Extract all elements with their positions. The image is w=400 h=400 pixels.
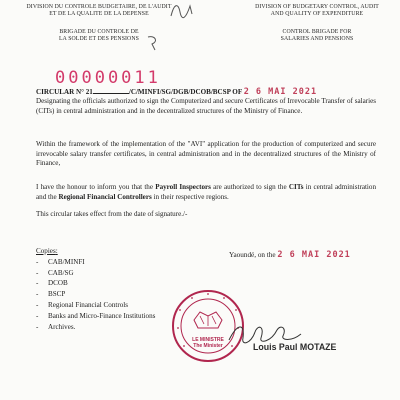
copies-title: Copies: bbox=[36, 247, 58, 255]
copies-item: - BSCP bbox=[36, 289, 206, 300]
header-left-line2: ET DE LA QUALITE DE LA DEPENSE bbox=[49, 11, 149, 18]
decision-text: in central administration and the bbox=[36, 183, 377, 201]
paragraph-context: Within the framework of the implementation of the "AVI" application for the production of computerized and secure irrevocable salary transfer certificates, in central administration and in the decentralized structures of the Ministry of Finance, bbox=[36, 140, 376, 168]
circular-reference: /C/MINFI/SG/DGB/DCOB/BCSP OF bbox=[128, 88, 242, 96]
decision-emphasis: Payroll Inspectors bbox=[155, 183, 211, 191]
signing-date-stamp: 2 6 MAI 2021 bbox=[277, 250, 351, 260]
signatory-name: Louis Paul MOTAZE bbox=[253, 342, 337, 352]
seal-line2: The Minister bbox=[193, 343, 223, 349]
decision-emphasis: Regional Financial Controllers bbox=[58, 192, 152, 201]
copies-item: - Regional Financial Controls bbox=[36, 300, 206, 311]
copies-item: - CAB/SG bbox=[36, 268, 206, 279]
header-left bbox=[10, 4, 188, 44]
circular-line bbox=[36, 87, 396, 97]
copies-item: - DCOB bbox=[36, 278, 206, 289]
decision-emphasis: CITs bbox=[288, 183, 304, 191]
decision-text: in their respective regions. bbox=[151, 192, 229, 201]
header-left-line1: DIVISION DU CONTROLE BUDGETAIRE, DE L'AUDIT bbox=[26, 4, 172, 10]
reference-number-stamp: 00000011 bbox=[55, 68, 161, 88]
copies-item: - Archives. bbox=[36, 322, 206, 333]
paragraph-effective: This circular takes effect from the date of signature./- bbox=[36, 210, 188, 218]
header-right bbox=[242, 4, 392, 44]
copies-item: - Banks and Micro-Finance Institutions bbox=[36, 311, 206, 322]
circular-label: CIRCULAR N° 21 bbox=[36, 88, 93, 96]
signing-place: Yaoundé, on the bbox=[229, 251, 276, 259]
header-right-line4: SALARIES AND PENSIONS bbox=[280, 36, 354, 43]
header-left-line4: LA SOLDE ET DES PENSIONS bbox=[59, 36, 139, 43]
circular-date-stamp: 2 6 MAI 2021 bbox=[243, 87, 318, 97]
header-right-line1: DIVISION OF BUDGETARY CONTROL, AUDIT bbox=[255, 4, 379, 10]
decision-text: are authorized to sign the bbox=[210, 183, 289, 191]
signing-place-date bbox=[229, 250, 351, 260]
paragraph-subject: Designating the officials authorized to sign the Computerized and secure Certificates of Irrevocable Transfer of salaries (CITs) in central administration and in the decentralized structures of the Ministry of Finance. bbox=[36, 97, 376, 115]
decision-text: I have the honour to inform you that the bbox=[36, 183, 156, 191]
paragraph-decision bbox=[36, 183, 376, 202]
header-right-line2: AND QUALITY OF EXPENDITURE bbox=[270, 11, 364, 18]
handwritten-mark bbox=[146, 34, 160, 52]
header-left-line3: BRIGADE DU CONTROLE DE bbox=[59, 28, 139, 35]
copies-item: - CAB/MINFI bbox=[36, 257, 206, 268]
header-right-line3: CONTROL BRIGADE FOR bbox=[282, 28, 352, 35]
seal-line1: LE MINISTRE bbox=[192, 337, 224, 343]
